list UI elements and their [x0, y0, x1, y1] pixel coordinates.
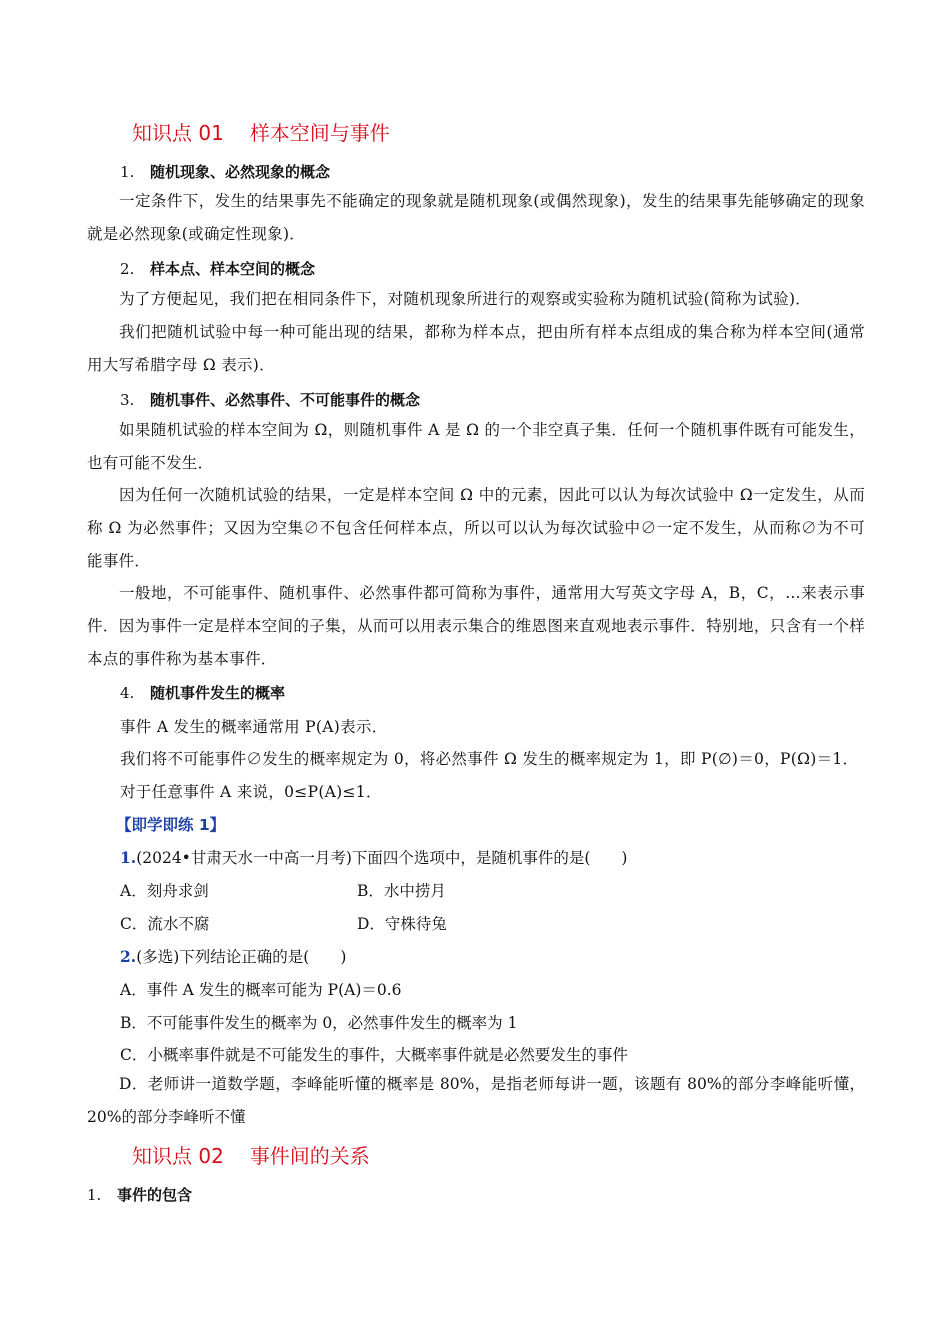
option-b: B．不可能事件发生的概率为 0，必然事件发生的概率为 1	[120, 1014, 518, 1032]
text-line: 事件 A 发生的概率通常用 P(A)表示．	[120, 718, 388, 736]
question-number: 1.	[120, 848, 137, 867]
paragraph: 如果随机试验的样本空间为 Ω，则随机事件 A 是 Ω 的一个非空真子集．任何一个随机事件既有可能发生，也有可能不发生．	[87, 421, 865, 472]
section-number: 3.	[120, 391, 135, 409]
option-d: D．守株待兔	[357, 915, 447, 933]
section-title: 随机事件、必然事件、不可能事件的概念	[150, 391, 421, 409]
option-c: C．流水不腐	[120, 915, 210, 933]
question-stem: (多选)下列结论正确的是( )	[136, 948, 347, 966]
practice-heading: 【即学即练 1】	[116, 816, 226, 834]
option-b: B．水中捞月	[357, 882, 446, 900]
question-stem: (2024•甘肃天水一中高一月考)下面四个选项中，是随机事件的是( )	[136, 849, 628, 867]
option-a: A．刻舟求剑	[120, 882, 209, 900]
knowledge-point-1-heading	[132, 117, 390, 146]
section-4-heading	[120, 682, 285, 703]
section-3-heading	[120, 389, 420, 410]
section-number: 1.	[120, 163, 135, 181]
section-1-heading	[120, 161, 330, 182]
kp1-label: 知识点 01	[132, 121, 224, 145]
section-5-heading	[87, 1184, 192, 1205]
knowledge-point-2-heading	[132, 1140, 370, 1169]
paragraph: 一般地，不可能事件、随机事件、必然事件都可简称为事件，通常用大写英文字母 A，B，C，…来表示事件．因为事件一定是样本空间的子集，从而可以用表示集合的维恩图来直观地表示事件．特别地，只含有一个样本点的事件称为基本事件．	[87, 584, 865, 668]
paragraph: 因为任何一次随机试验的结果，一定是样本空间 Ω 中的元素，因此可以认为每次试验中 Ω一定发生，从而称 Ω 为必然事件；又因为空集∅不包含任何样本点，所以可以认为每次试验中∅一定不发生，从而称∅为不可能事件．	[87, 486, 865, 570]
section-number: 2.	[120, 260, 135, 278]
kp2-title: 事件间的关系	[249, 1144, 370, 1168]
question-1	[120, 846, 627, 868]
section-number: 1.	[87, 1186, 102, 1204]
option-c: C．小概率事件就是不可能发生的事件，大概率事件就是必然要发生的事件	[120, 1046, 628, 1064]
kp2-label: 知识点 02	[132, 1144, 224, 1168]
question-number: 2.	[120, 947, 137, 966]
option-d: D．老师讲一道数学题，李峰能听懂的概率是 80%，是指老师每讲一题，该题有 80%的部分李峰能听懂，20%的部分李峰听不懂	[87, 1075, 865, 1126]
section-title: 事件的包含	[117, 1186, 193, 1204]
section-number: 4.	[120, 684, 135, 702]
section-2-heading	[120, 258, 315, 279]
option-a: A．事件 A 发生的概率可能为 P(A)＝0.6	[120, 981, 402, 999]
section-title: 随机事件发生的概率	[150, 684, 286, 702]
paragraph: 一定条件下，发生的结果事先不能确定的现象就是随机现象(或偶然现象)，发生的结果事先能够确定的现象就是必然现象(或确定性现象)．	[87, 192, 865, 243]
kp1-title: 样本空间与事件	[249, 121, 390, 145]
question-2	[120, 945, 346, 967]
section-title: 随机现象、必然现象的概念	[150, 163, 331, 181]
paragraph: 我们把随机试验中每一种可能出现的结果，都称为样本点，把由所有样本点组成的集合称为样本空间(通常用大写希腊字母 Ω 表示)．	[87, 323, 865, 374]
text-line: 我们将不可能事件∅发生的概率规定为 0，将必然事件 Ω 发生的概率规定为 1，即 P(∅)＝0，P(Ω)＝1．	[120, 750, 859, 768]
paragraph: 为了方便起见，我们把在相同条件下，对随机现象所进行的观察或实验称为随机试验(简称为试验)．	[119, 290, 812, 308]
text-line: 对于任意事件 A 来说，0≤P(A)≤1．	[120, 783, 382, 801]
section-title: 样本点、样本空间的概念	[150, 260, 316, 278]
